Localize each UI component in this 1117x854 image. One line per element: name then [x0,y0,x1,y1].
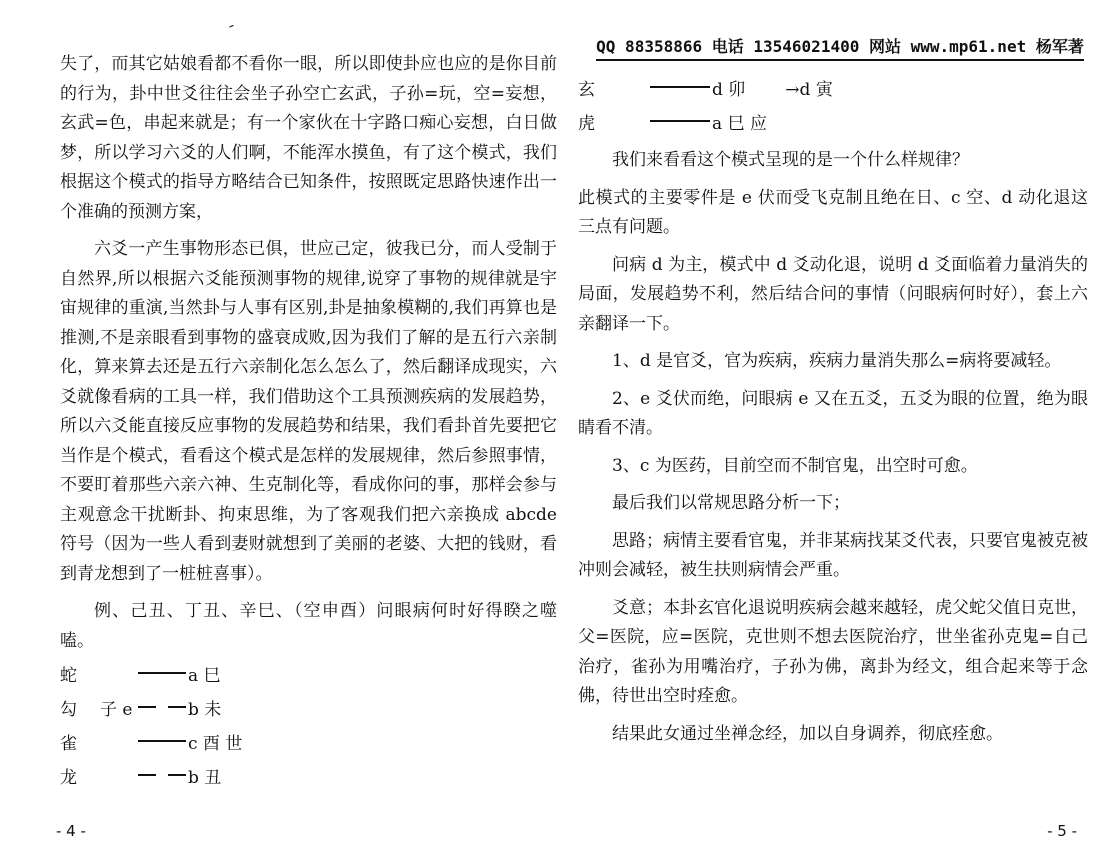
list-item: 3、c 为医药，目前空而不制官鬼，出空时可愈。 [612,455,978,476]
right-body [578,70,1088,749]
pen-mark: ˊ [218,21,237,44]
line-label: b 未 [188,699,222,720]
paragraph: 六爻一产生事物形态已俱，世应己定，彼我已分，而人受制于自然界,所以根据六爻能预测事物的规律,说穿了事物的规律就是宇宙规律的重演,当然卦与人事有区别,卦是抽象模糊的,我们再算也是推测,不是亲眼看到事物的盛衰成败,因为我们了解的是五行六亲制化，算来算去还是五行六亲制化怎么怎么了，然后翻译成现实，六爻就像看病的工具一样，我们借助这个工具预测疾病的发展趋势，所以六爻能直接反应事物的发展趋势和结果，我们看卦首先要把它当作是个模式，看看这个模式是怎样的发展规律，然后参照事情，不要盯着那些六亲六神、生克制化等，看成你问的事，那样会参与主观意念干扰断卦、拘束思维，为了客观我们把六亲换成 abcde 符号（因为一些人看到妻财就想到了美丽的老婆、大把的钱财，看到青龙想到了一桩桩喜事）。 [60,239,557,584]
paragraph: 我们来看看这个模式呈现的是一个什么样规律？ [612,150,969,170]
example-title: 例、己丑、丁丑、辛巳、（空申酉）问眼病何时好得睽之噬嗑。 [60,601,557,651]
six-god: 勾 [60,699,77,720]
hexagram-line [60,758,557,792]
yang-line-mark [650,86,710,88]
paragraph: 结果此女通过坐禅念经，加以自身调养，彻底痊愈。 [612,723,1003,744]
six-god: 玄 [578,79,595,100]
line-label: d 卯 [712,79,746,100]
yin-line-mark [168,774,186,776]
list-item: 1、d 是官爻，官为疾病，疾病力量消失那么=病将要减轻。 [612,351,1062,371]
paragraph: 问病 d 为主，模式中 d 爻动化退，说明 d 爻面临着力量消失的局面，发展趋势不利，然后结合问的事情（问眼病何时好），套上六亲翻译一下。 [578,254,1088,334]
paragraph: 最后我们以常规思路分析一下； [612,493,850,513]
page-number: - 5 - [1047,822,1077,840]
running-header: QQ 88358866 电话 13546021400 网站 www.mp61.net 杨军著 [596,34,1084,61]
line-label: a 巳 [188,665,221,686]
yang-line-mark [138,672,186,674]
hexagram-line [578,104,1088,138]
yang-line-mark [138,740,186,742]
list-item: 2、e 爻伏而绝，问眼病 e 又在五爻，五爻为眼的位置，绝为眼睛看不清。 [578,388,1088,438]
paragraph: 爻意；本卦玄官化退说明疾病会越来越轻，虎父蛇父值日克世，父=医院，应=医院，克世则不想去医院治疗，世坐雀孙克鬼=自己治疗，雀孙为用嘴治疗，子孙为佛，离卦为经文，组合起来等于念佛，待世出空时痊愈。 [578,597,1088,706]
changed-line-label: →d 寅 [785,79,833,100]
yin-line-mark [138,774,156,776]
line-label: a 巳 应 [712,113,767,134]
yin-line-mark [168,706,186,708]
hexagram-line [60,690,557,724]
line-label: c 酉 世 [188,733,243,754]
paragraph: 思路；病情主要看官鬼，并非某病找某爻代表，只要官鬼被克被冲则会减轻，被生扶则病情会严重。 [578,530,1088,580]
six-god: 虎 [578,113,595,134]
line-label: b 丑 [188,767,222,788]
hexagram-line [60,724,557,758]
yin-line-mark [138,706,156,708]
right-page [560,0,1117,854]
six-god: 雀 [60,733,77,754]
six-god: 龙 [60,767,77,788]
paragraph: 失了，而其它姑娘看都不看你一眼，所以即使卦应也应的是你目前的行为，卦中世爻往往会坐子孙空亡玄武，子孙=玩，空=妄想，玄武=色，串起来就是；有一个家伙在十字路口痴心妄想，白日做梦，所以学习六爻的人们啊，不能浑水摸鱼，有了这个模式，我们根据这个模式的指导方略结合已知条件，按照既定思路快速作出一个准确的预测方案， [60,54,557,222]
hidden-relative: 子 e [100,699,133,720]
left-body [60,50,557,792]
hexagram-line [60,656,557,690]
paragraph: 此模式的主要零件是 e 伏而受飞克制且绝在日、c 空、d 动化退这三点有问题。 [578,187,1088,237]
yang-line-mark [650,120,710,122]
six-god: 蛇 [60,665,77,686]
hexagram-line [578,70,1088,104]
page-number: - 4 - [56,822,86,840]
